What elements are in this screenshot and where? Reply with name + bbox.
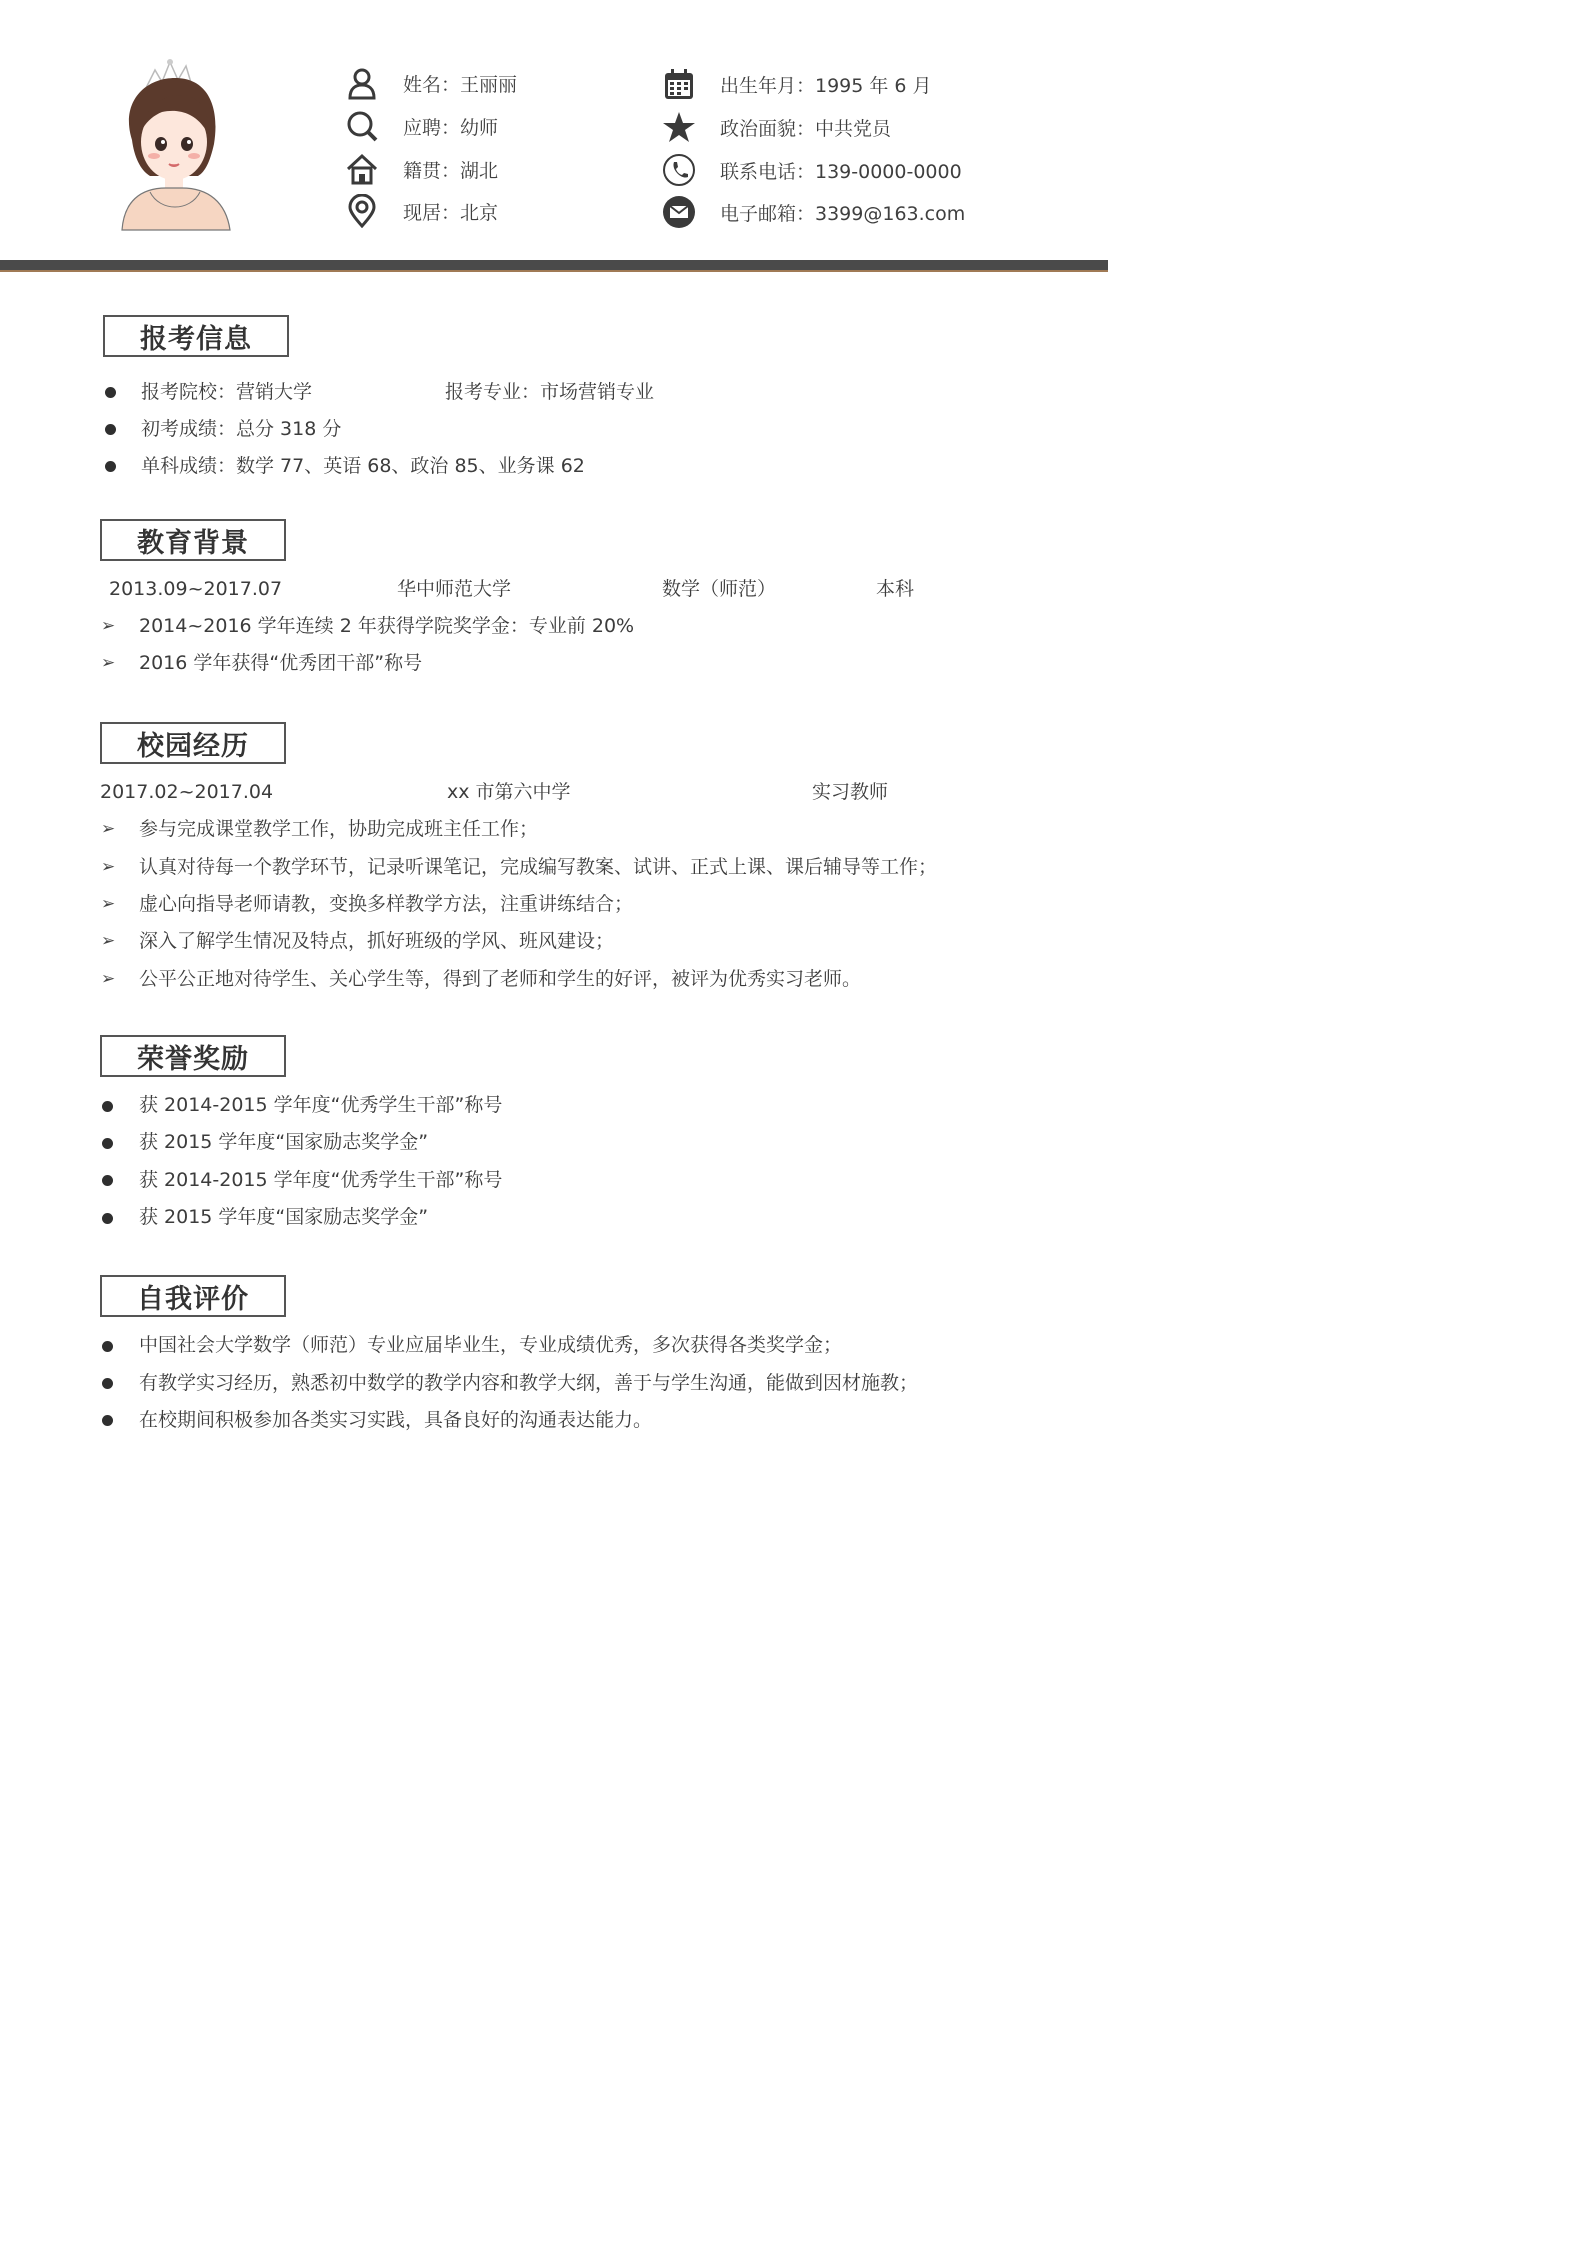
bullet-dot — [105, 461, 116, 472]
campus-item: 深入了解学生情况及特点，抓好班级的学风、班风建设； — [139, 930, 615, 952]
campus-item: 虚心向指导老师请教，变换多样教学方法，注重讲练结合； — [139, 893, 634, 915]
campus-item: 认真对待每一个教学环节，记录听课笔记，完成编写教案、试讲、正式上课、课后辅导等工作； — [139, 856, 938, 878]
campus-item: 公平公正地对待学生、关心学生等，得到了老师和学生的好评，被评为优秀实习老师。 — [139, 968, 862, 990]
edu-school: 华中师范大学 — [397, 578, 512, 600]
residence-text: 现居：北京 — [403, 201, 499, 224]
bullet-dot — [102, 1101, 113, 1112]
arrow-bullet-icon: ➢ — [101, 894, 116, 914]
location-icon — [345, 194, 379, 228]
arrow-bullet-icon: ➢ — [101, 653, 116, 673]
exam-school: 报考院校：营销大学 — [141, 381, 313, 403]
edu-degree: 本科 — [876, 578, 915, 600]
avatar — [110, 52, 245, 234]
phone-text: 联系电话：139-0000-0000 — [720, 160, 962, 183]
campus-role: 实习教师 — [812, 781, 889, 803]
birth-text: 出生年月：1995 年 6 月 — [720, 74, 932, 97]
email-text: 电子邮箱：3399@163.com — [720, 202, 966, 225]
honor-item: 获 2015 学年度“国家励志奖学金” — [139, 1131, 429, 1153]
info-email — [662, 195, 965, 229]
star-icon — [662, 110, 696, 144]
info-name — [345, 66, 517, 100]
bullet-dot — [102, 1378, 113, 1389]
bullet-dot — [102, 1138, 113, 1149]
mail-icon — [662, 195, 696, 229]
phone-icon — [662, 153, 696, 187]
info-position — [345, 109, 498, 143]
info-birth — [662, 67, 932, 101]
campus-org: xx 市第六中学 — [447, 781, 571, 803]
arrow-bullet-icon: ➢ — [101, 616, 116, 636]
arrow-bullet-icon: ➢ — [101, 819, 116, 839]
bullet-dot — [102, 1175, 113, 1186]
user-icon — [345, 66, 379, 100]
info-native — [345, 152, 498, 186]
campus-item: 参与完成课堂教学工作，协助完成班主任工作； — [139, 818, 539, 840]
campus-period: 2017.02~2017.04 — [100, 781, 274, 803]
edu-period: 2013.09~2017.07 — [109, 578, 283, 600]
bullet-dot — [102, 1341, 113, 1352]
bullet-dot — [105, 424, 116, 435]
exam-score: 初考成绩：总分 318 分 — [141, 418, 342, 440]
politics-text: 政治面貌：中共党员 — [720, 117, 892, 140]
self-item: 中国社会大学数学（师范）专业应届毕业生，专业成绩优秀，多次获得各类奖学金； — [139, 1334, 843, 1356]
calendar-icon — [662, 67, 696, 101]
honor-item: 获 2015 学年度“国家励志奖学金” — [139, 1206, 429, 1228]
self-item: 有教学实习经历，熟悉初中数学的教学内容和教学大纲，善于与学生沟通，能做到因材施教； — [139, 1372, 919, 1394]
arrow-bullet-icon: ➢ — [101, 857, 116, 877]
section-title-honors: 荣誉奖励 — [100, 1035, 286, 1077]
self-item: 在校期间积极参加各类实习实践，具备良好的沟通表达能力。 — [139, 1409, 653, 1431]
section-title-education: 教育背景 — [100, 519, 286, 561]
edu-major: 数学（师范） — [662, 578, 777, 600]
name-text: 姓名：王丽丽 — [403, 73, 518, 96]
arrow-bullet-icon: ➢ — [101, 969, 116, 989]
home-icon — [345, 152, 379, 186]
honor-item: 获 2014-2015 学年度“优秀学生干部”称号 — [139, 1094, 503, 1116]
exam-major: 报考专业：市场营销专业 — [445, 381, 655, 403]
native-text: 籍贯：湖北 — [403, 159, 499, 182]
info-politics — [662, 110, 891, 144]
honor-item: 获 2014-2015 学年度“优秀学生干部”称号 — [139, 1169, 503, 1191]
position-text: 应聘：幼师 — [403, 116, 499, 139]
bullet-dot — [102, 1415, 113, 1426]
section-title-self: 自我评价 — [100, 1275, 286, 1317]
arrow-bullet-icon: ➢ — [101, 931, 116, 951]
info-phone — [662, 153, 962, 187]
section-title-exam: 报考信息 — [103, 315, 289, 357]
info-residence — [345, 194, 498, 228]
search-icon — [345, 109, 379, 143]
header-divider — [0, 260, 1108, 272]
bullet-dot — [102, 1213, 113, 1224]
edu-item: 2014~2016 学年连续 2 年获得学院奖学金：专业前 20% — [139, 615, 635, 637]
bullet-dot — [105, 387, 116, 398]
section-title-campus: 校园经历 — [100, 722, 286, 764]
edu-item: 2016 学年获得“优秀团干部”称号 — [139, 652, 423, 674]
exam-subjects: 单科成绩：数学 77、英语 68、政治 85、业务课 62 — [141, 455, 585, 477]
